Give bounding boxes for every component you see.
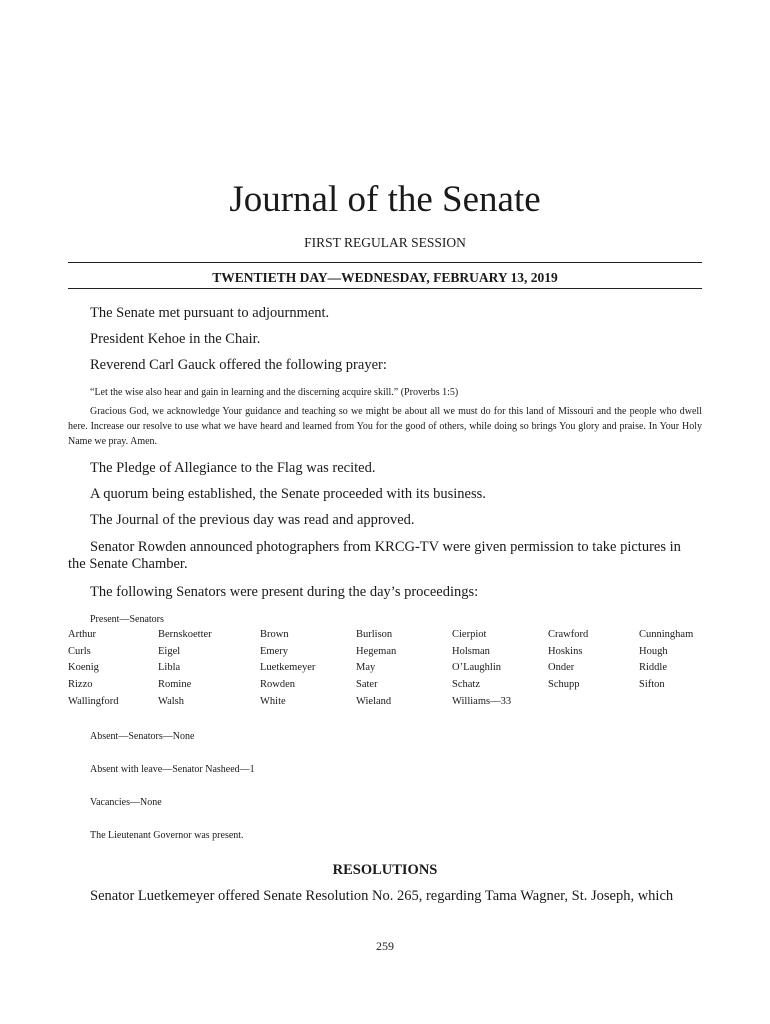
senator-name: Schupp [548, 679, 580, 691]
attendance-row [68, 629, 702, 646]
senator-name: Williams—33 [452, 695, 512, 707]
senator-name: Brown [260, 629, 289, 640]
senator-name: O’Laughlin [452, 662, 501, 674]
senator-name: Luetkemeyer [260, 662, 316, 674]
opening-paragraph: President Kehoe in the Chair. [90, 331, 261, 347]
senator-name [548, 696, 639, 713]
senator-name: Burlison [356, 629, 393, 640]
senator-name: Rizzo [68, 679, 93, 691]
vacancies-note: Vacancies—None [90, 797, 162, 808]
attendance-row [68, 696, 702, 713]
prayer-verse: “Let the wise also hear and gain in learning and the discerning acquire skill.” (Proverbs 1:5) [90, 387, 459, 398]
senator-name: Sifton [639, 679, 665, 691]
senator-name: White [260, 695, 286, 707]
senator-name: Romine [158, 679, 192, 691]
senator-name: Walsh [158, 695, 184, 707]
session-label: FIRST REGULAR SESSION [304, 235, 466, 250]
opening-paragraph: The Senate met pursuant to adjournment. [90, 305, 330, 321]
attendance-row [68, 662, 702, 679]
senator-name: Wallingford [68, 695, 119, 707]
lt-governor-note: The Lieutenant Governor was present. [90, 830, 244, 841]
absent-note: Absent—Senators—None [90, 731, 195, 742]
resolution-paragraph: Senator Luetkemeyer offered Senate Resolution No. 265, regarding Tama Wagner, St. Joseph, which [90, 888, 674, 904]
senator-name: Curls [68, 645, 91, 657]
prayer-body: Gracious God, we acknowledge Your guidance and teaching so we might be about all we must do for this land of Missouri and the people who dwell here. Increase our resolve to use what we have heard and learned from You for the good of others, while doing so brings You glory and praise. In Your Holy Name we pray. Amen. [68, 406, 702, 447]
proceedings-paragraph: The following Senators were present during the day’s proceedings: [90, 584, 479, 600]
document-title: Journal of the Senate [229, 179, 541, 220]
top-rule [68, 262, 702, 263]
attendance-row [68, 679, 702, 696]
senator-name: Wieland [356, 695, 392, 707]
senator-name: Bernskoetter [158, 629, 212, 640]
absent-with-leave-note: Absent with leave—Senator Nasheed—1 [90, 764, 255, 775]
senator-name: Eigel [158, 645, 181, 657]
senator-name: Cierpiot [452, 629, 487, 640]
proceedings-paragraph: The Pledge of Allegiance to the Flag was recited. [90, 460, 376, 476]
proceedings-paragraph: Senator Rowden announced photographers from KRCG-TV were given permission to take pictures in the Senate Chamber. [68, 539, 681, 572]
senator-name: Schatz [452, 679, 480, 691]
page-number: 259 [376, 939, 394, 953]
senator-name: Libla [158, 662, 181, 674]
senator-name: Rowden [260, 679, 295, 691]
attendance-row [68, 646, 702, 663]
senator-name: Sater [356, 679, 378, 691]
senator-name: Onder [548, 662, 575, 674]
senator-name [639, 696, 702, 713]
proceedings-paragraph: A quorum being established, the Senate proceeded with its business. [90, 486, 486, 502]
senator-name: Holsman [452, 645, 490, 657]
senator-name: Riddle [639, 662, 667, 674]
senator-name: Koenig [68, 662, 99, 674]
bottom-rule [68, 288, 702, 289]
senator-name: Hoskins [548, 645, 583, 657]
senator-name: May [356, 662, 376, 674]
senator-name: Emery [260, 645, 288, 657]
senator-name: Hegeman [356, 645, 397, 657]
resolutions-heading: RESOLUTIONS [332, 862, 438, 878]
present-label: Present—Senators [90, 614, 164, 625]
senator-name: Hough [639, 645, 668, 657]
proceedings-paragraph: The Journal of the previous day was read and approved. [90, 512, 415, 528]
senator-name: Cunningham [639, 629, 694, 640]
senator-name: Crawford [548, 629, 589, 640]
senator-name: Arthur [68, 629, 96, 640]
opening-paragraph: Reverend Carl Gauck offered the following prayer: [90, 357, 387, 373]
attendance-table [68, 629, 702, 712]
day-heading: TWENTIETH DAY—WEDNESDAY, FEBRUARY 13, 2019 [212, 270, 558, 285]
